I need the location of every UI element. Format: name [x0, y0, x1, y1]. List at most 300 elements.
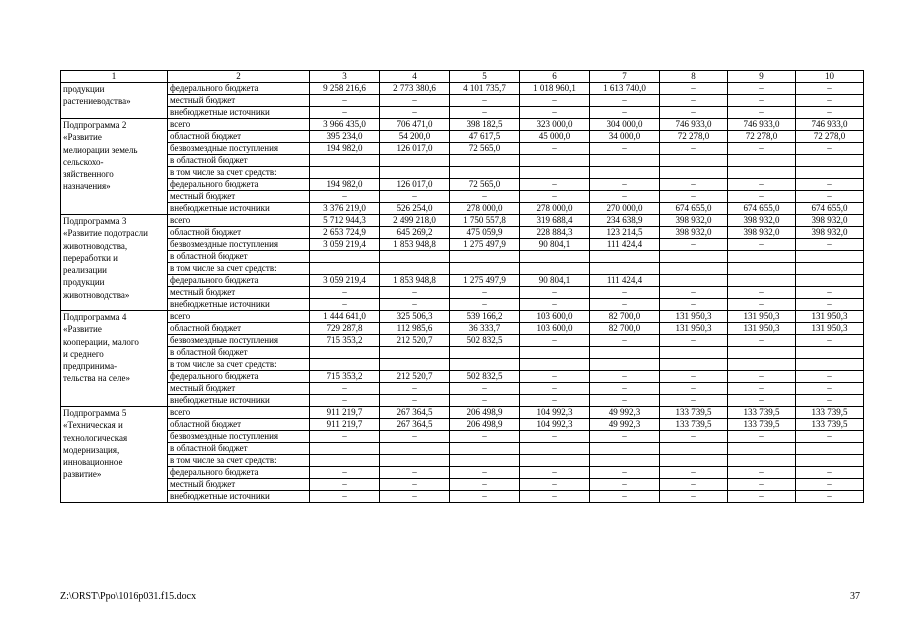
value-cell: 674 655,0: [728, 203, 796, 215]
value-cell: 9 258 216,6: [310, 83, 380, 95]
value-cell: 539 166,2: [450, 311, 520, 323]
value-cell: 112 985,6: [380, 323, 450, 335]
funding-source-cell: федерального бюджета: [168, 275, 310, 287]
value-cell: 82 700,0: [590, 311, 660, 323]
funding-source-cell: в том числе за счет средств:: [168, 455, 310, 467]
value-cell: –: [660, 491, 728, 503]
value-cell: –: [660, 299, 728, 311]
funding-source-cell: внебюджетные источники: [168, 491, 310, 503]
table-row: [61, 467, 864, 479]
value-cell: 278 000,0: [450, 203, 520, 215]
value-cell: [728, 347, 796, 359]
value-cell: 746 933,0: [660, 119, 728, 131]
funding-source-cell: в областной бюджет: [168, 251, 310, 263]
header-row: [61, 71, 864, 83]
value-cell: [728, 359, 796, 371]
table-row: [61, 203, 864, 215]
value-cell: 111 424,4: [590, 275, 660, 287]
value-cell: 72 565,0: [450, 179, 520, 191]
value-cell: –: [796, 191, 864, 203]
value-cell: 131 950,3: [728, 323, 796, 335]
value-cell: –: [660, 191, 728, 203]
value-cell: 2 773 380,6: [380, 83, 450, 95]
value-cell: [450, 263, 520, 275]
value-cell: [590, 347, 660, 359]
value-cell: [590, 455, 660, 467]
value-cell: –: [796, 383, 864, 395]
table-row: [61, 107, 864, 119]
value-cell: 2 653 724,9: [310, 227, 380, 239]
value-cell: –: [520, 395, 590, 407]
value-cell: –: [796, 479, 864, 491]
value-cell: –: [660, 395, 728, 407]
program-name-cell: [61, 215, 168, 311]
value-cell: [796, 359, 864, 371]
program-name-line: развитие»: [63, 469, 102, 480]
value-cell: –: [660, 179, 728, 191]
value-cell: 1 275 497,9: [450, 239, 520, 251]
funding-source-cell: областной бюджет: [168, 323, 310, 335]
value-cell: –: [660, 431, 728, 443]
value-cell: 267 364,5: [380, 419, 450, 431]
value-cell: –: [450, 299, 520, 311]
value-cell: 131 950,3: [660, 323, 728, 335]
value-cell: [796, 263, 864, 275]
value-cell: –: [450, 431, 520, 443]
value-cell: [590, 167, 660, 179]
value-cell: [450, 443, 520, 455]
value-cell: [310, 167, 380, 179]
value-cell: 398 932,0: [728, 215, 796, 227]
value-cell: –: [590, 143, 660, 155]
funding-source-cell: всего: [168, 119, 310, 131]
value-cell: 194 982,0: [310, 179, 380, 191]
program-name-line: Подпрограмма 3: [63, 216, 127, 226]
value-cell: –: [310, 383, 380, 395]
value-cell: [520, 347, 590, 359]
value-cell: –: [728, 335, 796, 347]
value-cell: –: [450, 191, 520, 203]
value-cell: 206 498,9: [450, 419, 520, 431]
value-cell: 90 804,1: [520, 239, 590, 251]
value-cell: 228 884,3: [520, 227, 590, 239]
value-cell: 131 950,3: [796, 323, 864, 335]
value-cell: –: [310, 479, 380, 491]
program-name-line: назначения»: [63, 181, 111, 192]
value-cell: –: [728, 191, 796, 203]
program-name-line: технологическая: [63, 432, 128, 443]
header-cell: 9: [728, 71, 796, 83]
program-name-line: продукции: [63, 277, 105, 288]
funding-source-cell: внебюджетные источники: [168, 203, 310, 215]
value-cell: [796, 275, 864, 287]
value-cell: [450, 359, 520, 371]
value-cell: –: [590, 299, 660, 311]
value-cell: 1 853 948,8: [380, 239, 450, 251]
value-cell: –: [310, 467, 380, 479]
header-cell: 5: [450, 71, 520, 83]
table-row: [61, 323, 864, 335]
table-row: [61, 431, 864, 443]
value-cell: –: [310, 191, 380, 203]
table-row: [61, 311, 864, 323]
funding-source-cell: в том числе за счет средств:: [168, 359, 310, 371]
funding-source-cell: федерального бюджета: [168, 467, 310, 479]
value-cell: 104 992,3: [520, 407, 590, 419]
value-cell: 212 520,7: [380, 371, 450, 383]
value-cell: –: [450, 491, 520, 503]
value-cell: –: [590, 467, 660, 479]
value-cell: 304 000,0: [590, 119, 660, 131]
value-cell: –: [660, 479, 728, 491]
value-cell: [450, 167, 520, 179]
table-row: [61, 491, 864, 503]
table-row: [61, 419, 864, 431]
value-cell: –: [590, 287, 660, 299]
value-cell: [450, 155, 520, 167]
value-cell: –: [728, 299, 796, 311]
program-name-line: переработки и: [63, 252, 118, 263]
table-row: [61, 83, 864, 95]
value-cell: 1 853 948,8: [380, 275, 450, 287]
funding-source-cell: внебюджетные источники: [168, 395, 310, 407]
value-cell: –: [728, 395, 796, 407]
program-name-cell: [61, 311, 168, 407]
value-cell: –: [380, 383, 450, 395]
value-cell: 398 932,0: [728, 227, 796, 239]
value-cell: –: [796, 95, 864, 107]
value-cell: –: [380, 299, 450, 311]
table-row: [61, 443, 864, 455]
value-cell: 133 739,5: [728, 407, 796, 419]
value-cell: 1 750 557,8: [450, 215, 520, 227]
value-cell: 90 804,1: [520, 275, 590, 287]
funding-source-cell: безвозмездные поступления: [168, 335, 310, 347]
funding-source-cell: местный бюджет: [168, 287, 310, 299]
value-cell: [520, 443, 590, 455]
value-cell: –: [310, 287, 380, 299]
value-cell: –: [660, 83, 728, 95]
value-cell: 3 966 435,0: [310, 119, 380, 131]
value-cell: 133 739,5: [796, 407, 864, 419]
value-cell: –: [520, 335, 590, 347]
value-cell: 267 364,5: [380, 407, 450, 419]
table-row: [61, 179, 864, 191]
funding-source-cell: всего: [168, 215, 310, 227]
value-cell: 674 655,0: [796, 203, 864, 215]
value-cell: [380, 443, 450, 455]
value-cell: –: [520, 143, 590, 155]
program-name-line: «Развитие подотрасли: [63, 228, 148, 239]
value-cell: –: [728, 383, 796, 395]
program-name-line: предпринима-: [63, 361, 118, 372]
funding-source-cell: в областной бюджет: [168, 443, 310, 455]
value-cell: [380, 263, 450, 275]
value-cell: –: [520, 467, 590, 479]
value-cell: 206 498,9: [450, 407, 520, 419]
value-cell: [796, 347, 864, 359]
value-cell: 706 471,0: [380, 119, 450, 131]
program-name-line: животноводства»: [63, 289, 130, 300]
program-name-line: «Развитие: [63, 132, 102, 143]
value-cell: [310, 443, 380, 455]
program-name-cell: [61, 119, 168, 215]
value-cell: –: [380, 491, 450, 503]
value-cell: –: [450, 467, 520, 479]
program-name-line: модернизация,: [63, 444, 120, 455]
value-cell: [310, 347, 380, 359]
table-row: [61, 215, 864, 227]
value-cell: –: [728, 239, 796, 251]
table-row: [61, 263, 864, 275]
footer-page-number: 37: [850, 591, 860, 602]
value-cell: 729 287,8: [310, 323, 380, 335]
value-cell: 911 219,7: [310, 407, 380, 419]
value-cell: –: [728, 287, 796, 299]
value-cell: –: [660, 467, 728, 479]
value-cell: –: [660, 335, 728, 347]
value-cell: –: [796, 491, 864, 503]
value-cell: [520, 155, 590, 167]
value-cell: 319 688,4: [520, 215, 590, 227]
value-cell: –: [590, 335, 660, 347]
funding-source-cell: безвозмездные поступления: [168, 143, 310, 155]
funding-source-cell: в том числе за счет средств:: [168, 167, 310, 179]
table-row: [61, 299, 864, 311]
value-cell: 111 424,4: [590, 239, 660, 251]
value-cell: –: [310, 107, 380, 119]
value-cell: 131 950,3: [660, 311, 728, 323]
value-cell: –: [796, 83, 864, 95]
value-cell: 1 613 740,0: [590, 83, 660, 95]
value-cell: –: [380, 191, 450, 203]
value-cell: [660, 167, 728, 179]
table-row: [61, 119, 864, 131]
value-cell: –: [660, 143, 728, 155]
value-cell: [310, 155, 380, 167]
value-cell: –: [520, 491, 590, 503]
value-cell: –: [520, 107, 590, 119]
value-cell: [590, 155, 660, 167]
value-cell: –: [728, 479, 796, 491]
program-name-line: инновационное: [63, 457, 123, 468]
value-cell: [520, 455, 590, 467]
value-cell: –: [796, 395, 864, 407]
value-cell: [660, 155, 728, 167]
header-cell: 3: [310, 71, 380, 83]
table-row: [61, 155, 864, 167]
value-cell: –: [796, 467, 864, 479]
funding-source-cell: областной бюджет: [168, 419, 310, 431]
value-cell: 502 832,5: [450, 335, 520, 347]
value-cell: –: [590, 431, 660, 443]
value-cell: 746 933,0: [728, 119, 796, 131]
value-cell: –: [728, 179, 796, 191]
value-cell: 645 269,2: [380, 227, 450, 239]
value-cell: [728, 263, 796, 275]
value-cell: –: [590, 95, 660, 107]
program-name-line: животноводства,: [63, 240, 128, 251]
value-cell: –: [728, 431, 796, 443]
table-row: [61, 287, 864, 299]
funding-source-cell: федерального бюджета: [168, 371, 310, 383]
budget-table: [60, 70, 864, 503]
value-cell: 82 700,0: [590, 323, 660, 335]
value-cell: –: [796, 431, 864, 443]
value-cell: 1 275 497,9: [450, 275, 520, 287]
funding-source-cell: областной бюджет: [168, 131, 310, 143]
value-cell: –: [660, 107, 728, 119]
value-cell: 72 278,0: [660, 131, 728, 143]
value-cell: –: [728, 467, 796, 479]
value-cell: –: [310, 299, 380, 311]
program-name-line: мелиорации земель: [63, 144, 138, 155]
value-cell: –: [590, 383, 660, 395]
value-cell: –: [796, 371, 864, 383]
value-cell: 133 739,5: [796, 419, 864, 431]
header-cell: 10: [796, 71, 864, 83]
value-cell: [450, 455, 520, 467]
value-cell: 323 000,0: [520, 119, 590, 131]
value-cell: –: [796, 299, 864, 311]
value-cell: [660, 263, 728, 275]
value-cell: –: [310, 395, 380, 407]
value-cell: [450, 347, 520, 359]
table-row: [61, 143, 864, 155]
value-cell: [728, 155, 796, 167]
funding-source-cell: местный бюджет: [168, 383, 310, 395]
value-cell: 911 219,7: [310, 419, 380, 431]
funding-source-cell: в том числе за счет средств:: [168, 263, 310, 275]
value-cell: 72 278,0: [796, 131, 864, 143]
value-cell: 398 932,0: [660, 227, 728, 239]
value-cell: 270 000,0: [590, 203, 660, 215]
value-cell: [310, 263, 380, 275]
value-cell: –: [380, 479, 450, 491]
value-cell: –: [450, 107, 520, 119]
value-cell: –: [660, 371, 728, 383]
value-cell: [796, 455, 864, 467]
value-cell: [380, 167, 450, 179]
value-cell: [380, 347, 450, 359]
program-name-line: зяйственного: [63, 169, 114, 180]
header-cell: 8: [660, 71, 728, 83]
value-cell: –: [450, 287, 520, 299]
value-cell: 72 565,0: [450, 143, 520, 155]
header-cell: 2: [168, 71, 310, 83]
program-name-line: Подпрограмма 5: [63, 408, 127, 418]
value-cell: [660, 443, 728, 455]
value-cell: 234 638,9: [590, 215, 660, 227]
value-cell: –: [380, 287, 450, 299]
value-cell: [450, 251, 520, 263]
value-cell: –: [796, 287, 864, 299]
value-cell: 3 376 219,0: [310, 203, 380, 215]
header-cell: 7: [590, 71, 660, 83]
value-cell: –: [660, 383, 728, 395]
value-cell: –: [450, 95, 520, 107]
value-cell: [520, 263, 590, 275]
value-cell: 715 353,2: [310, 371, 380, 383]
value-cell: 133 739,5: [728, 419, 796, 431]
value-cell: –: [590, 107, 660, 119]
value-cell: 398 932,0: [796, 215, 864, 227]
value-cell: –: [380, 395, 450, 407]
funding-source-cell: всего: [168, 311, 310, 323]
value-cell: 502 832,5: [450, 371, 520, 383]
value-cell: [728, 275, 796, 287]
funding-source-cell: безвозмездные поступления: [168, 431, 310, 443]
program-name-line: кооперации, малого: [63, 336, 139, 347]
value-cell: [380, 359, 450, 371]
value-cell: –: [590, 179, 660, 191]
value-cell: 526 254,0: [380, 203, 450, 215]
funding-source-cell: в областной бюджет: [168, 155, 310, 167]
value-cell: 325 506,3: [380, 311, 450, 323]
value-cell: [590, 263, 660, 275]
value-cell: –: [660, 239, 728, 251]
value-cell: –: [310, 491, 380, 503]
program-name-line: продукции: [63, 84, 105, 94]
value-cell: [796, 167, 864, 179]
value-cell: –: [728, 491, 796, 503]
value-cell: 103 600,0: [520, 311, 590, 323]
funding-source-cell: областной бюджет: [168, 227, 310, 239]
value-cell: [380, 251, 450, 263]
value-cell: 104 992,3: [520, 419, 590, 431]
header-cell: 6: [520, 71, 590, 83]
value-cell: [590, 359, 660, 371]
value-cell: 715 353,2: [310, 335, 380, 347]
value-cell: –: [728, 107, 796, 119]
value-cell: –: [796, 239, 864, 251]
value-cell: [660, 275, 728, 287]
value-cell: [660, 251, 728, 263]
value-cell: –: [450, 479, 520, 491]
value-cell: 49 992,3: [590, 407, 660, 419]
value-cell: –: [728, 83, 796, 95]
value-cell: 126 017,0: [380, 143, 450, 155]
value-cell: –: [660, 287, 728, 299]
value-cell: –: [520, 479, 590, 491]
value-cell: [728, 251, 796, 263]
value-cell: 212 520,7: [380, 335, 450, 347]
funding-source-cell: всего: [168, 407, 310, 419]
value-cell: –: [728, 95, 796, 107]
value-cell: 475 059,9: [450, 227, 520, 239]
table-row: [61, 395, 864, 407]
program-name-line: Подпрограмма 4: [63, 312, 127, 322]
value-cell: –: [728, 143, 796, 155]
value-cell: [520, 359, 590, 371]
value-cell: –: [796, 107, 864, 119]
value-cell: 133 739,5: [660, 419, 728, 431]
value-cell: 131 950,3: [796, 311, 864, 323]
table-row: [61, 275, 864, 287]
header-cell: 4: [380, 71, 450, 83]
value-cell: –: [520, 95, 590, 107]
table-row: [61, 383, 864, 395]
program-name-line: «Развитие: [63, 324, 102, 335]
funding-source-cell: внебюджетные источники: [168, 299, 310, 311]
funding-source-cell: местный бюджет: [168, 191, 310, 203]
value-cell: [590, 251, 660, 263]
value-cell: 398 932,0: [660, 215, 728, 227]
value-cell: 126 017,0: [380, 179, 450, 191]
value-cell: 3 059 219,4: [310, 275, 380, 287]
table-row: [61, 371, 864, 383]
funding-source-cell: местный бюджет: [168, 95, 310, 107]
